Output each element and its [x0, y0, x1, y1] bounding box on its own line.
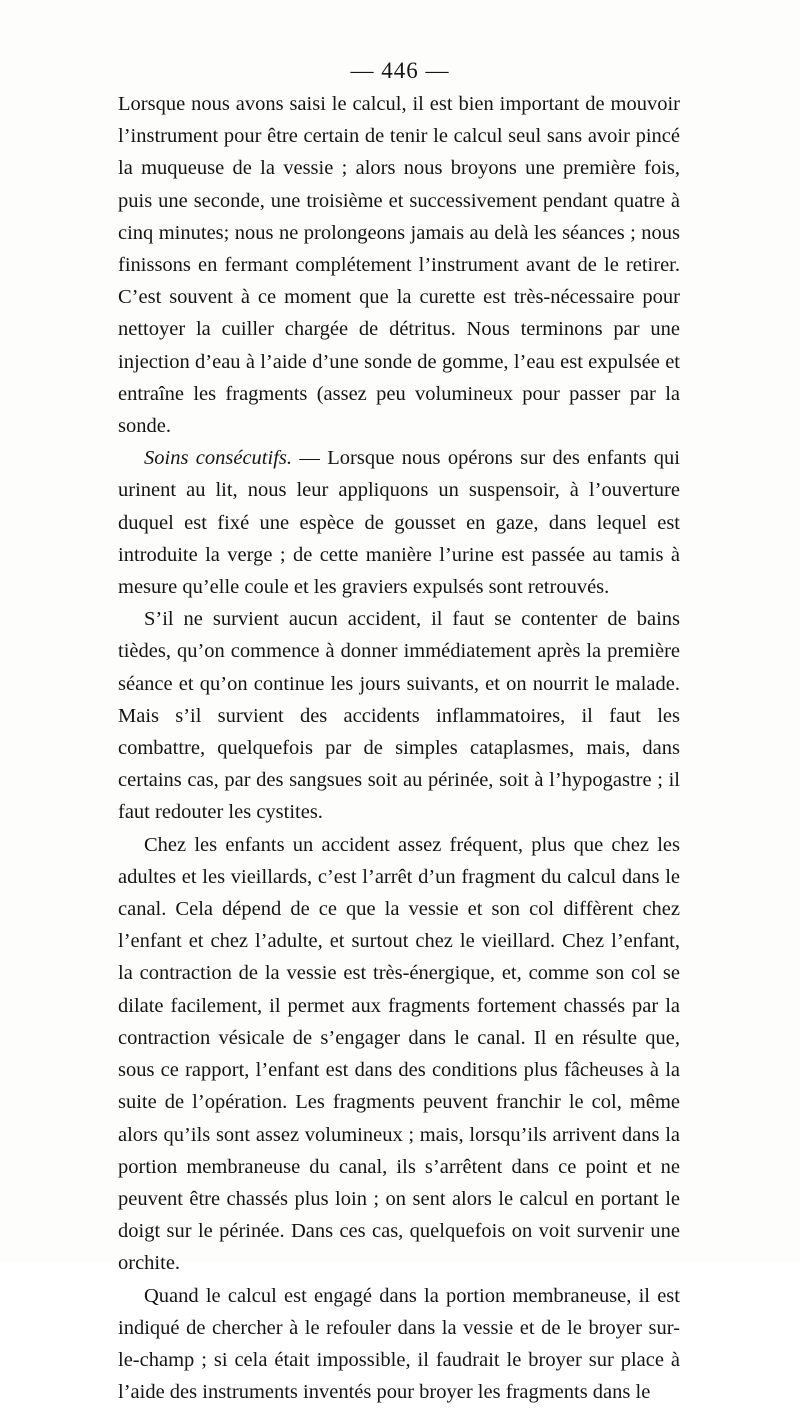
body-text [118, 88, 680, 1408]
paragraph-4 [118, 829, 680, 1280]
paragraph-1 [118, 88, 680, 442]
paragraph-3 [118, 603, 680, 828]
paragraph-2 [118, 442, 680, 603]
paragraph-1-text: Lorsque nous avons saisi le calcul, il est bien important de mouvoir l’instrument pour être certain de tenir le calcul seul sans avoir pincé la muqueuse de la vessie ; alors nous broyons une première fois, puis une seconde, une troisième et successivement pendant quatre à cinq minutes; nous ne prolongeons jamais au delà les séances ; nous finissons en fermant complétement l’instrument avant de le retirer. C’est souvent à ce moment que la curette est très-nécessaire pour nettoyer la cuiller chargée de détritus. Nous terminons par une injection d’eau à l’aide d’une sonde de gomme, l’eau est expulsée et entraîne les fragments (assez peu volumineux pour passer par la sonde. [118, 93, 680, 438]
paragraph-4-text: Chez les enfants un accident assez fréquent, plus que chez les adultes et les vieillards, c’est l’arrêt d’un fragment du calcul dans le canal. Cela dépend de ce que la vessie et son col diffèrent chez l’enfant et chez l’adulte, et surtout chez le vieillard. Chez l’enfant, la contraction de la vessie est très-énergique, et, comme son col se dilate facilement, il permet aux fragments fortement chassés par la contraction vésicale de s’engager dans le canal. Il en résulte que, sous ce rapport, l’enfant est dans des conditions plus fâcheuses à la suite de l’opération. Les fragments peuvent franchir le col, même alors qu’ils sont assez volumineux ; mais, lorsqu’ils arrivent dans la portion membraneuse du canal, ils s’arrêtent dans ce point et ne peuvent être chassés plus loin ; on sent alors le calcul en portant le doigt sur le périnée. Dans ces cas, quelquefois on voit survenir une orchite. [118, 833, 680, 1275]
paragraph-5 [118, 1280, 680, 1408]
paragraph-2-text: — Lorsque nous opérons sur des enfants qui urinent au lit, nous leur appliquons un suspensoir, à l’ouverture duquel est fixé une espèce de gousset en gaze, dans lequel est introduite la verge ; de cette manière l’urine est passée au tamis à mesure qu’elle coule et les graviers expulsés sont retrouvés. [118, 447, 680, 599]
paragraph-5-text: Quand le calcul est engagé dans la portion membraneuse, il est indiqué de chercher à le refouler dans la vessie et de le broyer sur-le-champ ; si cela était impossible, il faudrait le broyer sur place à l’aide des instruments inventés pour broyer les fragments dans le [118, 1284, 680, 1404]
paragraph-3-text: S’il ne survient aucun accident, il faut se contenter de bains tièdes, qu’on commence à donner immédiatement après la première séance et qu’on continue les jours suivants, et on nourrit le malade. Mais s’il survient des accidents inflammatoires, il faut les combattre, quelquefois par de simples cataplasmes, mais, dans certains cas, par des sangsues soit au périnée, soit à l’hypogastre ; il faut redouter les cystites. [118, 608, 680, 824]
page-number: — 446 — [350, 58, 450, 83]
section-subheading: Soins consécutifs. [144, 447, 293, 470]
